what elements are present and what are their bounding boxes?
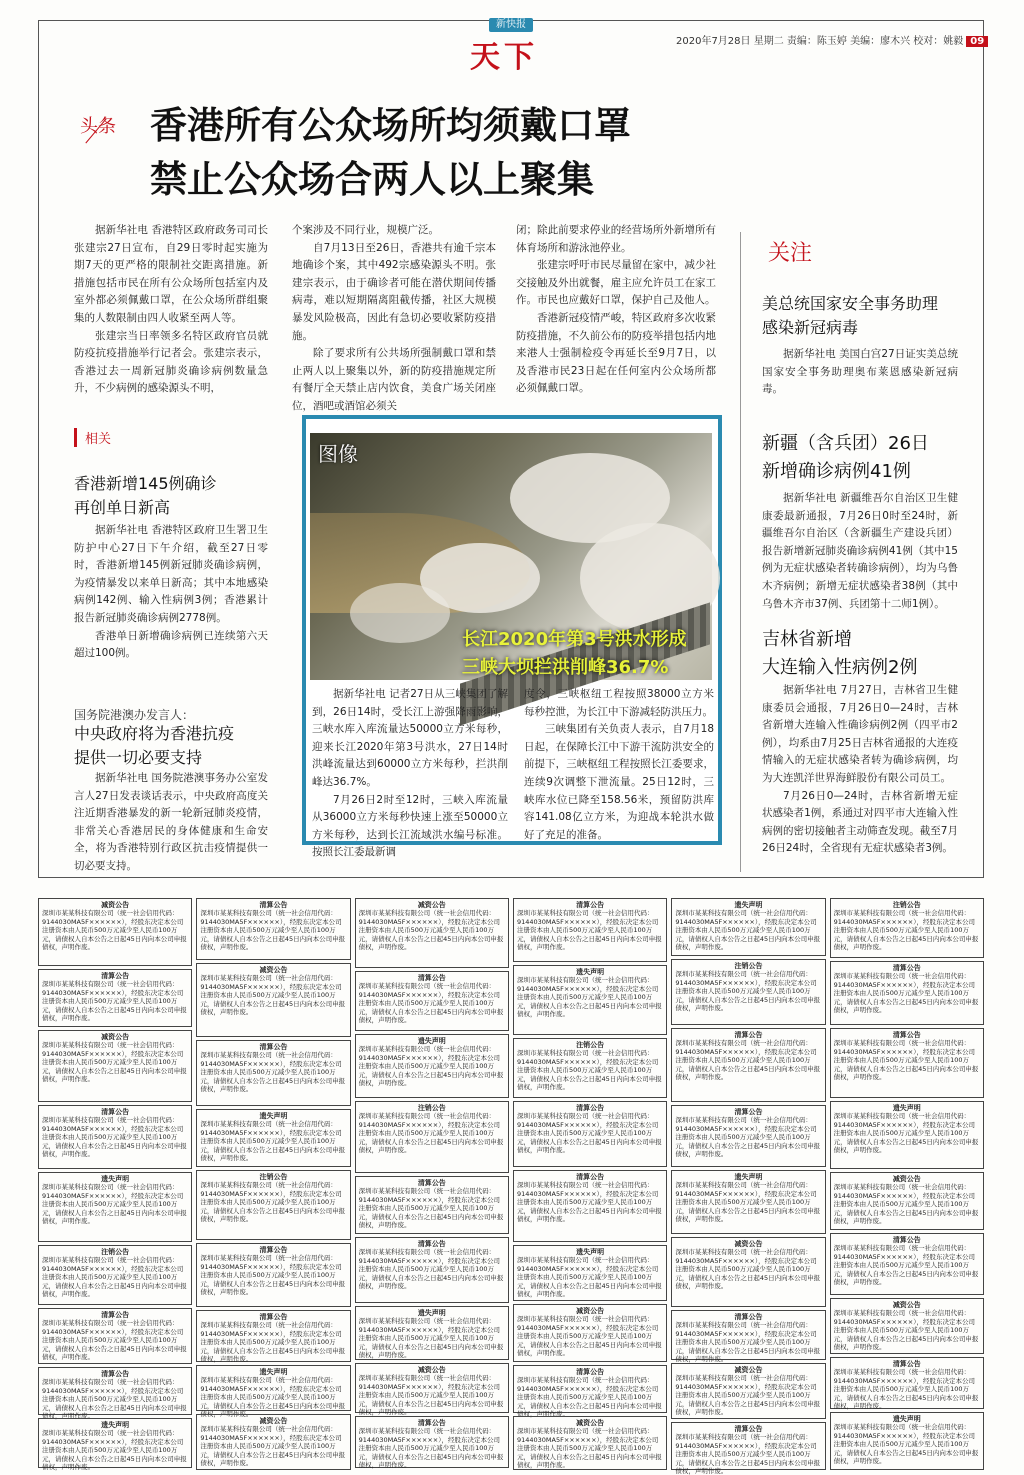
notice-item (38, 898, 192, 966)
notice-item (671, 1105, 825, 1167)
lead-column-2 (292, 222, 496, 416)
notice-item (38, 1105, 192, 1169)
notice-item (830, 1028, 984, 1098)
body-para: 据新华社电 记者27日从三峡集团了解到，26日14时，受长江上游强降雨影响，三峡水库入库流量达50000立方米每秒，迎来长江2020年第3号洪水，27日14时洪峰流量达到60000立方米每秒，拦洪削峰达36.7%。 (312, 688, 508, 788)
notice-item (38, 1172, 192, 1242)
notice-item (671, 1310, 825, 1364)
notice-item (38, 969, 192, 1027)
focus-body-2 (762, 490, 958, 613)
headline-line: 新疆（含兵团）26日 (762, 433, 929, 454)
notice-body: 深圳市某某科技有限公司（统一社会信用代码：9144030MA5F××××××），经股东决定本公司注册资本由人民币500万元减少至人民币100万元，请债权人自本公告之日起45日内向本公司申报债权，声明作废。 (358, 1427, 504, 1470)
notice-item (196, 1170, 350, 1240)
related-headline-1 (74, 472, 217, 520)
headline-line: 感染新冠病毒 (762, 318, 859, 337)
notice-item (196, 1414, 350, 1470)
photo-tag: 图像 (318, 442, 358, 466)
notice-column (671, 898, 825, 1475)
photo-caption (462, 626, 687, 682)
lead-headline-line2: 禁止公众场合两人以上聚集 (150, 157, 594, 201)
notice-body: 深圳市某某科技有限公司（统一社会信用代码：9144030MA5F××××××），经股东决定本公司注册资本由人民币500万元减少至人民币100万元，请债权人自本公告之日起45日内向本公司申报债权，声明作废。 (833, 1039, 979, 1082)
notice-item (671, 898, 825, 956)
notice-body: 深圳市某某科技有限公司（统一社会信用代码：9144030MA5F××××××），经股东决定本公司注册资本由人民币500万元减少至人民币100万元，请债权人自本公告之日起45日内向本公司申报债权，声明作废。 (675, 1116, 821, 1159)
notice-item (830, 1357, 984, 1409)
lead-column-3 (516, 222, 716, 398)
page-number: 09 (966, 36, 988, 47)
lead-para: 张建宗呼吁市民尽量留在家中，减少社交接触及外出就餐，雇主应允许员工在家工作。市民也应戴好口罩，保护自己及他人。 (516, 259, 716, 307)
notice-body: 深圳市某某科技有限公司（统一社会信用代码：9144030MA5F××××××），经股东决定本公司注册资本由人民币500万元减少至人民币100万元，请债权人自本公告之日起45日内向本公司申报债权，声明作废。 (516, 909, 662, 952)
notice-item (355, 1237, 509, 1303)
notice-body: 深圳市某某科技有限公司（统一社会信用代码：9144030MA5F××××××），经股东决定本公司注册资本由人民币500万元减少至人民币100万元，请债权人自本公告之日起45日内向本公司申报债权，声明作废。 (833, 972, 979, 1015)
column-divider (740, 232, 741, 872)
lead-para: 香港新冠疫情严峻，特区政府多次收紧防疫措施，不久前公布的防疫举措包括内地来港人士强制检疫令再延长至9月7日，以及香港市民23日起在任何室内公众场所都必须佩戴口罩。 (516, 311, 716, 395)
notice-body: 深圳市某某科技有限公司（统一社会信用代码：9144030MA5F××××××），经股东决定本公司注册资本由人民币500万元减少至人民币100万元，请债权人自本公告之日起45日内向本公司申报债权，声明作废。 (358, 1374, 504, 1417)
notice-title: 清算公告 (576, 901, 605, 909)
notice-item (830, 1412, 984, 1470)
lead-para: 自7月13日至26日，香港共有逾千宗本地确诊个案，其中492宗感染源头不明。张建宗表示，由于确诊者可能在潜伏期间传播病毒，难以短期隔离阻截传播，社区大规模暴发风险极高，因此有急切必要收紧防疫措施。 (292, 241, 496, 342)
notice-item (355, 971, 509, 1031)
notice-body: 深圳市某某科技有限公司（统一社会信用代码：9144030MA5F××××××），经股东决定本公司注册资本由人民币500万元减少至人民币100万元，请债权人自本公告之日起45日内向本公司申报债权，声明作废。 (200, 1321, 346, 1364)
notice-title: 遗失声明 (417, 1309, 446, 1317)
notice-item (355, 1034, 509, 1098)
notice-title: 清算公告 (417, 974, 446, 982)
notice-body: 深圳市某某科技有限公司（统一社会信用代码：9144030MA5F××××××），经股东决定本公司注册资本由人民币500万元减少至人民币100万元，请债权人自本公告之日起45日内向本公司申报债权，声明作废。 (200, 1425, 346, 1468)
notice-item (355, 1306, 509, 1360)
notice-body: 深圳市某某科技有限公司（统一社会信用代码：9144030MA5F××××××），经股东决定本公司注册资本由人民币500万元减少至人民币100万元，请债权人自本公告之日起45日内向本公司申报债权，声明作废。 (833, 1112, 979, 1155)
notice-title: 减资公告 (892, 1175, 921, 1183)
notice-title: 注销公告 (892, 901, 921, 909)
lead-headline (150, 98, 631, 206)
related-body-2 (74, 770, 268, 876)
notice-title: 注销公告 (417, 1104, 446, 1112)
related-tag: 相关 (74, 428, 111, 447)
notice-body: 深圳市某某科技有限公司（统一社会信用代码：9144030MA5F××××××），经股东决定本公司注册资本由人民币500万元减少至人民币100万元，请债权人自本公告之日起45日内向本公司申报债权，声明作废。 (675, 1248, 821, 1291)
notice-body: 深圳市某某科技有限公司（统一社会信用代码：9144030MA5F××××××），经股东决定本公司注册资本由人民币500万元减少至人民币100万元，请债权人自本公告之日起45日内向本公司申报债权，声明作废。 (42, 1429, 187, 1472)
notice-item (196, 1243, 350, 1307)
notice-body: 深圳市某某科技有限公司（统一社会信用代码：9144030MA5F××××××），经股东决定本公司注册资本由人民币500万元减少至人民币100万元，请债权人自本公告之日起45日内向本公司申报债权，声明作废。 (358, 909, 504, 952)
notice-title: 减资公告 (576, 1307, 605, 1315)
notice-title: 清算公告 (734, 1108, 763, 1116)
notice-item (830, 1298, 984, 1354)
notice-body: 深圳市某某科技有限公司（统一社会信用代码：9144030MA5F××××××），经股东决定本公司注册资本由人民币500万元减少至人民币100万元，请债权人自本公告之日起45日内向本公司申报债权，声明作废。 (675, 1181, 821, 1224)
notice-item (830, 898, 984, 958)
notice-item (671, 1422, 825, 1475)
notice-title: 清算公告 (101, 1108, 130, 1116)
focus-body-3 (762, 682, 958, 858)
notice-title: 清算公告 (417, 1419, 446, 1427)
notice-title: 清算公告 (734, 1425, 763, 1433)
notice-item (830, 1233, 984, 1295)
notice-title: 遗失声明 (892, 1104, 921, 1112)
notice-body: 深圳市某某科技有限公司（统一社会信用代码：9144030MA5F××××××），经股东决定本公司注册资本由人民币500万元减少至人民币100万元，请债权人自本公告之日起45日内向本公司申报债权，声明作废。 (516, 1376, 662, 1419)
body-para: 香港单日新增确诊病例已连续第六天超过100例。 (74, 629, 268, 660)
headline-line: 美总统国家安全事务助理 (762, 294, 939, 313)
notice-item (671, 1170, 825, 1234)
notice-body: 深圳市某某科技有限公司（统一社会信用代码：9144030MA5F××××××），经股东决定本公司注册资本由人民币500万元减少至人民币100万元，请债权人自本公告之日起45日内向本公司申报债权，声明作废。 (42, 909, 187, 952)
notice-body: 深圳市某某科技有限公司（统一社会信用代码：9144030MA5F××××××），经股东决定本公司注册资本由人民币500万元减少至人民币100万元，请债权人自本公告之日起45日内向本公司申报债权，声明作废。 (516, 1427, 662, 1470)
notice-body: 深圳市某某科技有限公司（统一社会信用代码：9144030MA5F××××××），经股东决定本公司注册资本由人民币500万元减少至人民币100万元，请债权人自本公告之日起45日内向本公司申报债权，声明作废。 (200, 1376, 346, 1419)
focus-tag: 关注 (768, 241, 813, 266)
notice-title: 清算公告 (417, 1240, 446, 1248)
notice-body: 深圳市某某科技有限公司（统一社会信用代码：9144030MA5F××××××），经股东决定本公司注册资本由人民币500万元减少至人民币100万元，请债权人自本公告之日起45日内向本公司申报债权，声明作废。 (42, 1116, 187, 1159)
notice-column (196, 898, 350, 1470)
notice-body: 深圳市某某科技有限公司（统一社会信用代码：9144030MA5F××××××），经股东决定本公司注册资本由人民币500万元减少至人民币100万元，请债权人自本公告之日起45日内向本公司申报债权，声明作废。 (675, 1433, 821, 1475)
notice-title: 清算公告 (259, 1246, 288, 1254)
body-para: 据新华社电 香港特区政府卫生署卫生防护中心27日下午介绍，截至27日零时，香港新增145例新冠肺炎确诊病例，为疫情暴发以来单日新高；其中本地感染病例142例、输入性病例3例；香港累计报告新冠肺炎确诊病例2778例。 (74, 524, 268, 624)
notice-title: 遗失声明 (259, 1368, 288, 1376)
headline-line: 中央政府将为香港抗疫 (74, 724, 235, 743)
notice-item (196, 1109, 350, 1167)
related-label-2: 国务院港澳办发言人： (74, 708, 195, 722)
meta-text: 2020年7月28日 星期二 责编：陈玉婷 美编：廖木兴 校对：姚毅 (676, 36, 964, 47)
notice-body: 深圳市某某科技有限公司（统一社会信用代码：9144030MA5F××××××），经股东决定本公司注册资本由人民币500万元减少至人民币100万元，请债权人自本公告之日起45日内向本公司申报债权，声明作废。 (833, 1183, 979, 1226)
notice-body: 深圳市某某科技有限公司（统一社会信用代码：9144030MA5F××××××），经股东决定本公司注册资本由人民币500万元减少至人民币100万元，请债权人自本公告之日起45日内向本公司申报债权，声明作废。 (358, 1187, 504, 1230)
notice-column (355, 898, 509, 1470)
notice-item (513, 1245, 667, 1301)
notice-item (355, 1176, 509, 1234)
notice-item (38, 1245, 192, 1305)
notice-body: 深圳市某某科技有限公司（统一社会信用代码：9144030MA5F××××××），经股东决定本公司注册资本由人民币500万元减少至人民币100万元，请债权人自本公告之日起45日内向本公司申报债权，声明作废。 (833, 1423, 979, 1466)
notice-item (38, 1308, 192, 1364)
body-para: 据新华社电 美国白宫27日证实美总统国家安全事务助理奥布莱恩感染新冠病毒。 (762, 348, 958, 396)
notice-item (196, 898, 350, 960)
lead-para: 个案涉及不同行业，规模广泛。 (292, 224, 439, 236)
notice-item (671, 1237, 825, 1307)
notice-body: 深圳市某某科技有限公司（统一社会信用代码：9144030MA5F××××××），经股东决定本公司注册资本由人民币500万元减少至人民币100万元，请债权人自本公告之日起45日内向本公司申报债权，声明作废。 (516, 1315, 662, 1358)
notice-item (513, 1416, 667, 1470)
body-para: 据新华社电 国务院港澳事务办公室发言人27日发表谈话表示，中央政府高度关注近期香港暴发的新一轮新冠肺炎疫情，非常关心香港居民的身体健康和生命安全，将为香港特别行政区抗击疫情提供一切必要支持。 (74, 772, 268, 872)
notice-body: 深圳市某某科技有限公司（统一社会信用代码：9144030MA5F××××××），经股东决定本公司注册资本由人民币500万元减少至人民币100万元，请债权人自本公告之日起45日内向本公司申报债权，声明作废。 (358, 1317, 504, 1360)
headline-line: 香港新增145例确诊 (74, 474, 217, 493)
focus-headline-3 (762, 626, 917, 682)
notice-title: 清算公告 (734, 1313, 763, 1321)
notice-title: 遗失声明 (734, 1173, 763, 1181)
notice-body: 深圳市某某科技有限公司（统一社会信用代码：9144030MA5F××××××），经股东决定本公司注册资本由人民币500万元减少至人民币100万元，请债权人自本公告之日起45日内向本公司申报债权，声明作废。 (833, 1309, 979, 1352)
lead-headline-line1: 香港所有公众场所均须戴口罩 (150, 103, 631, 147)
notice-item (671, 959, 825, 1025)
notice-body: 深圳市某某科技有限公司（统一社会信用代码：9144030MA5F××××××），经股东决定本公司注册资本由人民币500万元减少至人民币100万元，请债权人自本公告之日起45日内向本公司申报债权，声明作废。 (833, 1244, 979, 1287)
notice-item (671, 1028, 825, 1102)
notice-body: 深圳市某某科技有限公司（统一社会信用代码：9144030MA5F××××××），经股东决定本公司注册资本由人民币500万元减少至人民币100万元，请债权人自本公告之日起45日内向本公司申报债权，声明作废。 (675, 1321, 821, 1364)
notice-item (355, 1363, 509, 1417)
notice-title: 清算公告 (259, 1313, 288, 1321)
notice-item (513, 1365, 667, 1419)
lead-para: 除了要求所有公共场所强制戴口罩和禁止两人以上聚集以外，新的防疫措施规定所有餐厅全天禁止店内饮食，美食广场关闭座位，酒吧或酒馆必须关 (292, 347, 496, 412)
notice-item (355, 898, 509, 968)
headline-line: 吉林省新增 (762, 629, 852, 650)
notice-title: 注销公告 (734, 962, 763, 970)
body-para: 据新华社电 新疆维吾尔自治区卫生健康委最新通报，7月26日0时至24时，新疆维吾尔自治区（含新疆生产建设兵团）报告新增新冠肺炎确诊病例41例（其中15例为无症状感染者转确诊病例），均为乌鲁木齐病例；新增无症状感染者38例（其中乌鲁木齐市37例、兵团第十二师1例）。 (762, 492, 958, 610)
notice-title: 减资公告 (417, 1366, 446, 1374)
notice-body: 深圳市某某科技有限公司（统一社会信用代码：9144030MA5F××××××），经股东决定本公司注册资本由人民币500万元减少至人民币100万元，请债权人自本公告之日起45日内向本公司申报债权，声明作废。 (675, 909, 821, 952)
notice-item (513, 965, 667, 1035)
focus-headline-1 (762, 292, 938, 340)
notice-title: 清算公告 (101, 1370, 130, 1378)
notice-item (830, 1172, 984, 1230)
focus-body-1 (762, 346, 958, 399)
notice-item (513, 1101, 667, 1167)
notice-item (830, 1101, 984, 1169)
body-para: 三峡集团有关负责人表示，自7月18日起，在保障长江中下游干流防洪安全的前提下，三峡枢纽工程按照长江委要求，连续9次调整下泄流量。25日12时，三峡库水位已降至158.56米，预留防洪库容141.08亿立方米，为迎战本轮洪水做好了充足的准备。 (524, 723, 714, 841)
notice-item (38, 1418, 192, 1472)
notice-body: 深圳市某某科技有限公司（统一社会信用代码：9144030MA5F××××××），经股东决定本公司注册资本由人民币500万元减少至人民币100万元，请债权人自本公告之日起45日内向本公司申报债权，声明作废。 (200, 1181, 346, 1224)
lead-para: 据新华社电 香港特区政府政务司司长张建宗27日宣布，自29日零时起实施为期7天的更严格的限制社交距离措施。新措施包括市民在所有公众场所包括室内及室外都必须佩戴口罩，在公众场所群组聚集的人数限制由四人收紧至两人等。 (74, 224, 268, 324)
notice-item (196, 963, 350, 1037)
related-body-1 (74, 522, 268, 663)
notice-title: 减资公告 (734, 1240, 763, 1248)
caption-line: 长江2020年第3号洪水形成 (462, 629, 687, 650)
notice-title: 减资公告 (892, 1301, 921, 1309)
notice-title: 清算公告 (576, 1368, 605, 1376)
notice-title: 遗失声明 (892, 1415, 921, 1423)
notice-title: 注销公告 (576, 1041, 605, 1049)
notice-item (38, 1030, 192, 1102)
lead-para: 闭；除此前要求停业的经营场所外新增所有体育场所和游泳池停业。 (516, 224, 716, 254)
notice-column (513, 898, 667, 1470)
caption-line: 三峡大坝拦洪削峰36.7% (462, 657, 669, 678)
notice-body: 深圳市某某科技有限公司（统一社会信用代码：9144030MA5F××××××），经股东决定本公司注册资本由人民币500万元减少至人民币100万元，请债权人自本公告之日起45日内向本公司申报债权，声明作废。 (42, 980, 187, 1023)
notice-body: 深圳市某某科技有限公司（统一社会信用代码：9144030MA5F××××××），经股东决定本公司注册资本由人民币500万元减少至人民币100万元，请债权人自本公告之日起45日内向本公司申报债权，声明作废。 (358, 1045, 504, 1088)
notice-title: 遗失声明 (576, 968, 605, 976)
notice-body: 深圳市某某科技有限公司（统一社会信用代码：9144030MA5F××××××），经股东决定本公司注册资本由人民币500万元减少至人民币100万元，请债权人自本公告之日起45日内向本公司申报债权，声明作废。 (675, 1039, 821, 1082)
notice-item (355, 1416, 509, 1468)
notice-body: 深圳市某某科技有限公司（统一社会信用代码：9144030MA5F××××××），经股东决定本公司注册资本由人民币500万元减少至人民币100万元，请债权人自本公告之日起45日内向本公司申报债权，声明作废。 (42, 1041, 187, 1084)
notice-title: 清算公告 (259, 901, 288, 909)
notice-body: 深圳市某某科技有限公司（统一社会信用代码：9144030MA5F××××××），经股东决定本公司注册资本由人民币500万元减少至人民币100万元，请债权人自本公告之日起45日内向本公司申报债权，声明作废。 (675, 1374, 821, 1417)
notice-title: 减资公告 (576, 1419, 605, 1427)
notice-item (38, 1367, 192, 1421)
notice-title: 清算公告 (576, 1104, 605, 1112)
notice-item (513, 1038, 667, 1098)
notice-item (830, 961, 984, 1025)
notice-item (513, 898, 667, 962)
notice-item (355, 1101, 509, 1173)
headline-line: 大连输入性病例2例 (762, 657, 918, 678)
notice-title: 遗失声明 (576, 1248, 605, 1256)
notice-body: 深圳市某某科技有限公司（统一社会信用代码：9144030MA5F××××××），经股东决定本公司注册资本由人民币500万元减少至人民币100万元，请债权人自本公告之日起45日内向本公司申报债权，声明作废。 (358, 1248, 504, 1291)
notice-title: 清算公告 (892, 1360, 921, 1368)
focus-headline-2 (762, 430, 929, 486)
headline-line: 再创单日新高 (74, 498, 171, 517)
lead-column-1 (74, 222, 268, 398)
notice-body: 深圳市某某科技有限公司（统一社会信用代码：9144030MA5F××××××），经股东决定本公司注册资本由人民币500万元减少至人民币100万元，请债权人自本公告之日起45日内向本公司申报债权，声明作废。 (358, 982, 504, 1025)
notice-body: 深圳市某某科技有限公司（统一社会信用代码：9144030MA5F××××××），经股东决定本公司注册资本由人民币500万元减少至人民币100万元，请债权人自本公告之日起45日内向本公司申报债权，声明作废。 (833, 909, 979, 952)
notice-column (830, 898, 984, 1470)
spray-cloud (350, 583, 450, 643)
notice-title: 清算公告 (101, 1311, 130, 1319)
page-meta (676, 32, 988, 47)
notice-title: 清算公告 (892, 964, 921, 972)
notice-title: 清算公告 (892, 1236, 921, 1244)
notice-body: 深圳市某某科技有限公司（统一社会信用代码：9144030MA5F××××××），经股东决定本公司注册资本由人民币500万元减少至人民币100万元，请债权人自本公告之日起45日内向本公司申报债权，声明作废。 (200, 974, 346, 1017)
notice-title: 清算公告 (892, 1031, 921, 1039)
notice-title: 遗失声明 (417, 1037, 446, 1045)
notice-title: 注销公告 (101, 1248, 130, 1256)
notice-title: 减资公告 (101, 1033, 130, 1041)
notice-item (671, 1363, 825, 1419)
notice-title: 遗失声明 (734, 901, 763, 909)
notice-item (196, 1040, 350, 1106)
notice-body: 深圳市某某科技有限公司（统一社会信用代码：9144030MA5F××××××），经股东决定本公司注册资本由人民币500万元减少至人民币100万元，请债权人自本公告之日起45日内向本公司申报债权，声明作废。 (516, 1112, 662, 1155)
notice-title: 减资公告 (101, 901, 130, 909)
notice-title: 遗失声明 (259, 1112, 288, 1120)
notice-title: 减资公告 (734, 1366, 763, 1374)
headline-line: 新增确诊病例41例 (762, 461, 911, 482)
section-title: 天下 (470, 40, 538, 75)
notice-body: 深圳市某某科技有限公司（统一社会信用代码：9144030MA5F××××××），经股东决定本公司注册资本由人民币500万元减少至人民币100万元，请债权人自本公告之日起45日内向本公司申报债权，声明作废。 (358, 1112, 504, 1155)
notice-column (38, 898, 192, 1470)
notice-body: 深圳市某某科技有限公司（统一社会信用代码：9144030MA5F××××××），经股东决定本公司注册资本由人民币500万元减少至人民币100万元，请债权人自本公告之日起45日内向本公司申报债权，声明作废。 (200, 909, 346, 952)
body-para: 据新华社电 7月27日，吉林省卫生健康委员会通报，7月26日0—24时，吉林省新增大连输入性确诊病例2例（四平市2例），均系由7月25日吉林省通报的大连疫情输入的无症状感染者转为确诊病例，均为大连凯洋世界海鲜股份有限公司员工。 (762, 684, 958, 784)
notice-body: 深圳市某某科技有限公司（统一社会信用代码：9144030MA5F××××××），经股东决定本公司注册资本由人民币500万元减少至人民币100万元，请债权人自本公告之日起45日内向本公司申报债权，声明作废。 (42, 1319, 187, 1362)
lead-para: 张建宗当日率领多名特区政府官员就防疫抗疫措施举行记者会。张建宗表示，香港过去一周新冠肺炎确诊病例数量急升，不少病例的感染源头不明， (74, 329, 268, 395)
headline-line: 提供一切必要支持 (74, 748, 203, 767)
body-para: 7月26日0—24时，吉林省新增无症状感染者1例，系通过对四平市大连输入性病例的密切接触者主动筛查发现。截至7月26日24时，全省现有无症状感染者3例。 (762, 789, 958, 855)
notice-body: 深圳市某某科技有限公司（统一社会信用代码：9144030MA5F××××××），经股东决定本公司注册资本由人民币500万元减少至人民币100万元，请债权人自本公告之日起45日内向本公司申报债权，声明作废。 (200, 1051, 346, 1094)
notice-title: 清算公告 (576, 1173, 605, 1181)
notice-item (196, 1365, 350, 1419)
lead-tag: 头条 (80, 112, 116, 138)
notice-body: 深圳市某某科技有限公司（统一社会信用代码：9144030MA5F××××××），经股东决定本公司注册资本由人民币500万元减少至人民币100万元，请债权人自本公告之日起45日内向本公司申报债权，声明作废。 (42, 1183, 187, 1226)
body-para: 度令，三峡枢纽工程按照38000立方米每秒控泄，为长江中下游减轻防洪压力。 (524, 688, 714, 718)
notice-title: 清算公告 (417, 1179, 446, 1187)
related-headline-2 (74, 722, 234, 770)
body-para: 7月26日2时至12时，三峡入库流量从36000立方米每秒快速上涨至50000立方米每秒，达到长江流域洪水编号标准。按照长江委最新调 (312, 793, 508, 859)
notice-body: 深圳市某某科技有限公司（统一社会信用代码：9144030MA5F××××××），经股东决定本公司注册资本由人民币500万元减少至人民币100万元，请债权人自本公告之日起45日内向本公司申报债权，声明作废。 (675, 970, 821, 1013)
notice-item (513, 1170, 667, 1242)
notice-body: 深圳市某某科技有限公司（统一社会信用代码：9144030MA5F××××××），经股东决定本公司注册资本由人民币500万元减少至人民币100万元，请债权人自本公告之日起45日内向本公司申报债权，声明作废。 (200, 1120, 346, 1163)
notice-title: 清算公告 (734, 1031, 763, 1039)
newspaper-logo: 新快报 (489, 18, 533, 32)
notice-item (196, 1310, 350, 1362)
notice-title: 遗失声明 (101, 1175, 130, 1183)
notice-title: 减资公告 (259, 1417, 288, 1425)
notice-body: 深圳市某某科技有限公司（统一社会信用代码：9144030MA5F××××××），经股东决定本公司注册资本由人民币500万元减少至人民币100万元，请债权人自本公告之日起45日内向本公司申报债权，声明作废。 (516, 1256, 662, 1299)
notice-body: 深圳市某某科技有限公司（统一社会信用代码：9144030MA5F××××××），经股东决定本公司注册资本由人民币500万元减少至人民币100万元，请债权人自本公告之日起45日内向本公司申报债权，声明作废。 (516, 1181, 662, 1224)
notice-body: 深圳市某某科技有限公司（统一社会信用代码：9144030MA5F××××××），经股东决定本公司注册资本由人民币500万元减少至人民币100万元，请债权人自本公告之日起45日内向本公司申报债权，声明作废。 (42, 1378, 187, 1421)
photo-text-2 (524, 686, 714, 844)
notice-body: 深圳市某某科技有限公司（统一社会信用代码：9144030MA5F××××××），经股东决定本公司注册资本由人民币500万元减少至人民币100万元，请债权人自本公告之日起45日内向本公司申报债权，声明作废。 (833, 1368, 979, 1411)
notice-title: 减资公告 (259, 966, 288, 974)
notice-item (513, 1304, 667, 1362)
notice-title: 遗失声明 (101, 1421, 130, 1429)
notice-body: 深圳市某某科技有限公司（统一社会信用代码：9144030MA5F××××××），经股东决定本公司注册资本由人民币500万元减少至人民币100万元，请债权人自本公告之日起45日内向本公司申报债权，声明作废。 (42, 1256, 187, 1299)
notice-body: 深圳市某某科技有限公司（统一社会信用代码：9144030MA5F××××××），经股东决定本公司注册资本由人民币500万元减少至人民币100万元，请债权人自本公告之日起45日内向本公司申报债权，声明作废。 (516, 1049, 662, 1092)
notice-title: 清算公告 (259, 1043, 288, 1051)
notice-title: 减资公告 (417, 901, 446, 909)
classified-notices (38, 898, 984, 1475)
notice-body: 深圳市某某科技有限公司（统一社会信用代码：9144030MA5F××××××），经股东决定本公司注册资本由人民币500万元减少至人民币100万元，请债权人自本公告之日起45日内向本公司申报债权，声明作废。 (516, 976, 662, 1019)
notice-title: 注销公告 (259, 1173, 288, 1181)
notice-title: 清算公告 (101, 972, 130, 980)
notice-body: 深圳市某某科技有限公司（统一社会信用代码：9144030MA5F××××××），经股东决定本公司注册资本由人民币500万元减少至人民币100万元，请债权人自本公告之日起45日内向本公司申报债权，声明作废。 (200, 1254, 346, 1297)
photo-text-1 (312, 686, 508, 862)
